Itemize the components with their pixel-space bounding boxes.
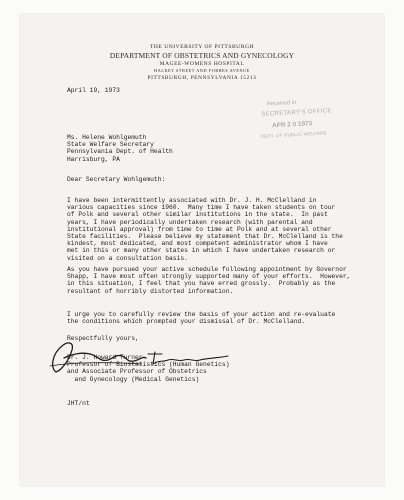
salutation: Dear Secretary Wohlgemuth: <box>67 176 166 183</box>
letterhead-city: PITTSBURGH, PENNSYLVANIA 15213 <box>147 75 257 81</box>
stamp-date: APR 2 0 1973 <box>271 120 313 130</box>
signer-title: and Gynecology (Medical Genetics) <box>67 375 200 383</box>
recipient-line: Harrisburg, PA <box>67 155 120 163</box>
signature-block <box>67 354 230 383</box>
letterhead-streets: HALKET STREET AND FORBES AVENUE <box>154 68 250 73</box>
closing: Respectfully yours, <box>67 335 139 342</box>
typist-initials: JHT/nt <box>67 400 90 407</box>
body-paragraph-3: I urge you to carefully review the basis of your action and re-evaluate the conditions which prompted your dismissal of Dr. McClelland. <box>67 311 336 326</box>
received-stamp <box>257 98 337 150</box>
letterhead-hospital: MAGEE-WOMENS HOSPITAL <box>159 61 245 67</box>
letterhead-department: DEPARTMENT OF OBSTETRICS AND GYNECOLOGY <box>109 51 295 60</box>
signer-title: and Associate Professor of Obstetrics <box>67 368 207 376</box>
letter-page <box>20 14 384 486</box>
stamp-line-2: SECRETARY'S OFFICE <box>261 108 332 118</box>
stamp-line-1: Received in <box>266 100 297 108</box>
recipient-line: Ms. Helene Wohlgemuth <box>67 134 147 141</box>
signer-title: Professor of Biostatistics (Human Genetics) <box>67 361 230 369</box>
signer-name: Dr. J. Howard Turner <box>67 354 143 361</box>
recipient-line: State Welfare Secretary <box>67 141 154 149</box>
body-paragraph-1: I have been intermittently associated with Dr. J. H. McClelland in various capacities since 1960. Many time I have taken students on tour of Polk and several other similar institutions in the state. In past years, I have periodically undertaken research (with parental and institutional approval) from time to time at Polk and at several other State facilities. Please believe my statement that Dr. McClelland is the kindest, most dedicated, and most competent administrator whom I have met in this or many other states in which I have undertaken research or visited on a consultation basis. <box>67 197 343 262</box>
letter-date: April 19, 1973 <box>67 87 120 94</box>
recipient-address <box>67 134 173 163</box>
stamp-line-4: DEPT. OF PUBLIC WELFARE <box>260 130 328 139</box>
body-paragraph-2: As you have pursued your active schedule following appointment by Governor Shapp, I have most often strongly supported many of your efforts. However, in this situation, I feel that you have erred grossly. Probably as the resultant of horribly distorted information. <box>67 266 351 295</box>
recipient-line: Pennsylvania Dept. of Health <box>67 148 173 156</box>
letterhead-university: THE UNIVERSITY OF PITTSBURGH <box>149 44 255 50</box>
